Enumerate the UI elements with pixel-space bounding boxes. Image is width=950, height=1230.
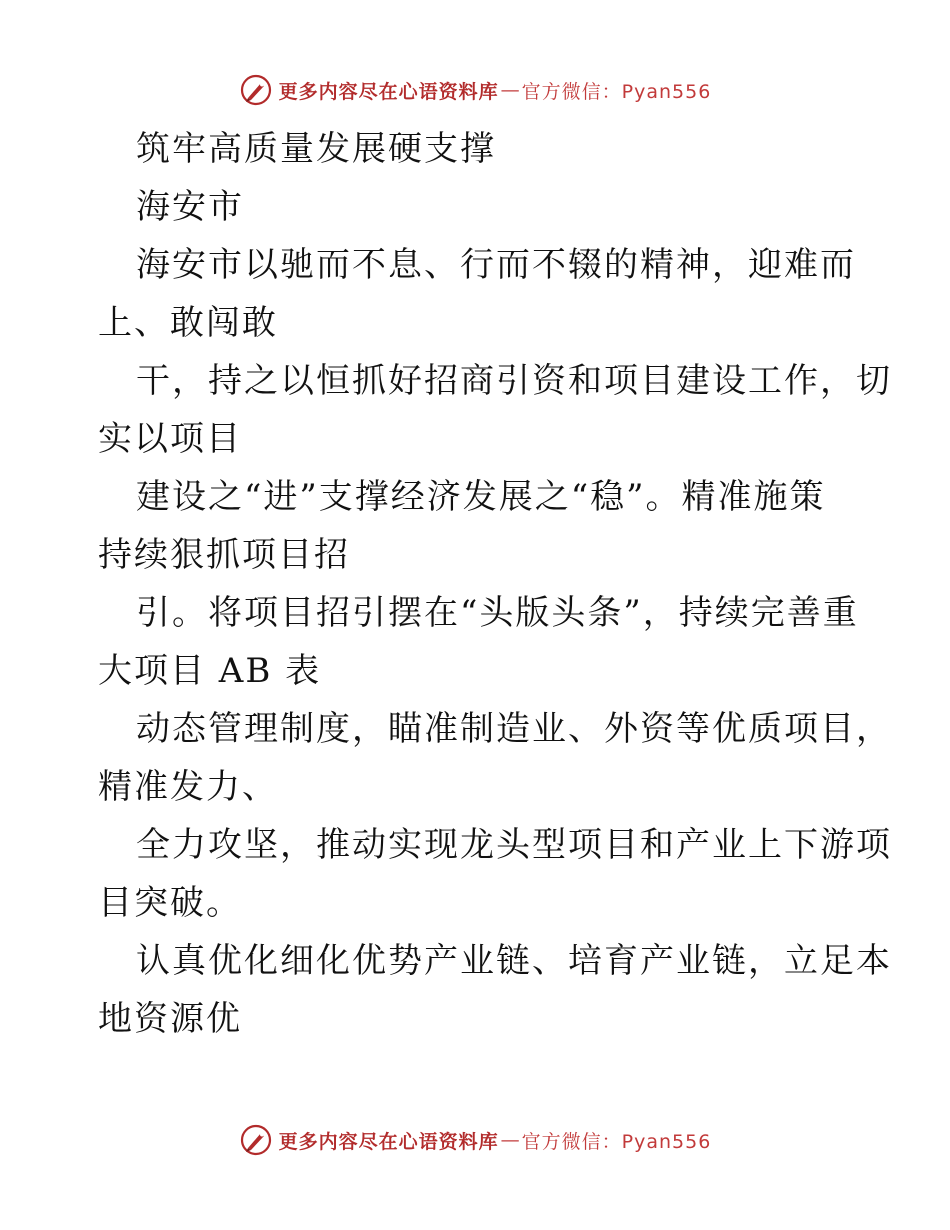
text-line: 海安市 — [136, 187, 244, 227]
text-line: 干，持之以恒抓好招商引资和项目建设工作，切 — [136, 361, 892, 401]
document-body — [98, 120, 892, 1048]
text-line: 地资源优 — [98, 999, 242, 1039]
pen-logo-icon — [239, 1123, 273, 1157]
text-line: 上、敢闯敢 — [98, 303, 278, 343]
text-line: 实以项目 — [98, 419, 242, 459]
watermark-dash: — — [500, 1129, 520, 1151]
text-line: 筑牢高质量发展硬支撑 — [136, 129, 496, 169]
text-line: 目突破。 — [98, 883, 242, 923]
watermark-wechat: 官方微信：Pyan556 — [521, 1130, 712, 1153]
watermark-wechat: 官方微信：Pyan556 — [521, 80, 712, 103]
pen-logo-icon — [239, 73, 273, 107]
text-line: 海安市以驰而不息、行而不辍的精神，迎难而 — [136, 245, 856, 285]
watermark-text: 更多内容尽在心语资料库 — [278, 80, 499, 103]
text-line: 引。将项目招引摆在“头版头条”，持续完善重 — [136, 593, 859, 633]
watermark-text: 更多内容尽在心语资料库 — [278, 1130, 499, 1153]
text-line: 大项目 AB 表 — [98, 651, 322, 691]
text-line: 认真优化细化优势产业链、培育产业链，立足本 — [136, 941, 892, 981]
watermark-dash: — — [500, 79, 520, 101]
text-line: 持续狠抓项目招 — [98, 535, 350, 575]
text-line: 动态管理制度，瞄准制造业、外资等优质项目， — [136, 709, 892, 749]
text-line: 建设之“进”支撑经济发展之“稳”。精准施策 — [136, 477, 826, 517]
header-watermark — [0, 70, 950, 110]
text-line: 精准发力、 — [98, 767, 278, 807]
footer-watermark — [0, 1120, 950, 1160]
text-line: 全力攻坚，推动实现龙头型项目和产业上下游项 — [136, 825, 892, 865]
